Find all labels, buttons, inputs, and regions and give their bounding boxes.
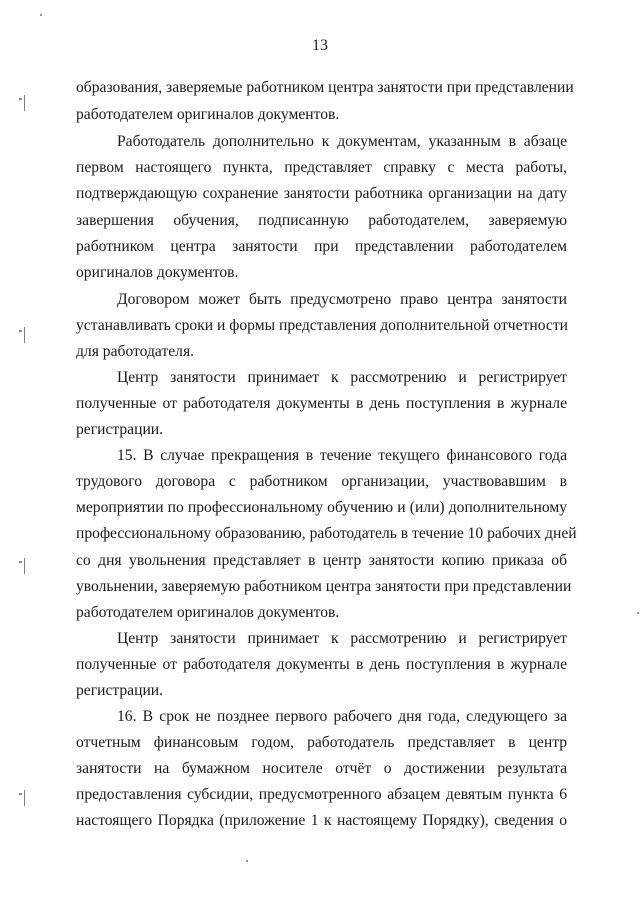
- binding-hole-mark: [24, 558, 39, 574]
- text-line: профессиональному образованию, работодатель в течение 10 рабочих дней: [76, 525, 577, 542]
- text-line: Работодатель дополнительно к документам, указанным в абзаце: [117, 133, 567, 150]
- text-line: подтверждающую сохранение занятости работника организации на дату: [76, 185, 567, 202]
- text-line: Центр занятости принимает к рассмотрению и регистрирует: [117, 369, 567, 386]
- scan-speck: [246, 860, 248, 862]
- text-line: первом настоящего пункта, представляет справку с места работы,: [76, 159, 567, 176]
- binding-hole-mark: [24, 790, 39, 806]
- text-line: регистрации.: [76, 421, 164, 438]
- text-line: работодателем оригиналов документов.: [76, 106, 340, 123]
- text-line: увольнении, заверяемую работником центра занятости при представлении: [76, 578, 572, 595]
- binding-hole-mark: [24, 95, 39, 111]
- scan-speck: [40, 14, 42, 16]
- text-line: занятости на бумажном носителе отчёт о достижении результата: [76, 760, 567, 777]
- text-line: мероприятии по профессиональному обучению и (или) дополнительному: [76, 499, 567, 516]
- text-line: работодателем оригиналов документов.: [76, 604, 340, 621]
- text-line: полученные от работодателя документы в день поступления в журнале: [76, 656, 567, 673]
- text-line: устанавливать сроки и формы представления дополнительной отчетности: [76, 317, 568, 334]
- text-line: завершения обучения, подписанную работодателем, заверяемую: [76, 212, 567, 229]
- text-line: оригиналов документов.: [76, 264, 239, 281]
- text-line: настоящего Порядка (приложение 1 к настоящему Порядку), сведения о: [76, 812, 567, 829]
- text-line: работником центра занятости при представлении работодателем: [76, 238, 567, 255]
- text-line: 16. В срок не позднее первого рабочего дня года, следующего за: [117, 708, 567, 725]
- text-line: полученные от работодателя документы в день поступления в журнале: [76, 395, 567, 412]
- text-line: предоставления субсидии, предусмотренного абзацем девятым пункта 6: [76, 786, 567, 803]
- text-line: образования, заверяемые работником центра занятости при представлении: [76, 79, 574, 96]
- text-line: 15. В случае прекращения в течение текущего финансового года: [117, 447, 567, 464]
- text-line: Договором может быть предусмотрено право центра занятости: [117, 291, 567, 308]
- page-number: 13: [312, 37, 328, 54]
- binding-hole-mark: [24, 327, 39, 343]
- text-line: регистрации.: [76, 682, 164, 699]
- text-line: для работодателя.: [76, 343, 195, 360]
- text-line: трудового договора с работником организации, участвовавшим в: [76, 473, 567, 490]
- text-line: отчетным финансовым годом, работодатель представляет в центр: [76, 734, 567, 751]
- scan-speck: [637, 612, 639, 614]
- text-line: Центр занятости принимает к рассмотрению и регистрирует: [117, 630, 567, 647]
- text-line: со дня увольнения представляет в центр занятости копию приказа об: [76, 552, 567, 569]
